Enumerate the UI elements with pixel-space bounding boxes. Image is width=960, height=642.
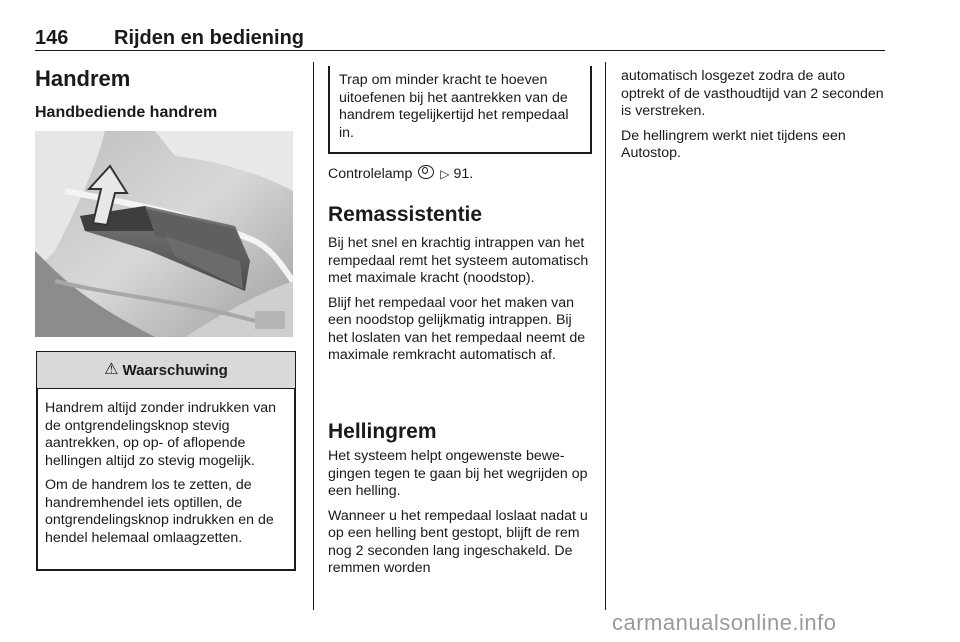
column-divider-1: [313, 62, 314, 610]
warning-header: [36, 351, 296, 389]
controlelamp-page-ref: 91.: [453, 166, 474, 182]
section-heading-handrem: Handrem: [35, 66, 131, 91]
controlelamp-line: [328, 165, 594, 184]
note-text: Trap om minder kracht te hoeven uitoefenen bij het aantrekken van de handrem tegelijkertijd het rempedaal in.: [339, 72, 569, 141]
hellingrem-paragraph-2: Wanneer u het rempedaal loslaat nadat u op een helling bent gestopt, blijft de rem nog 2 seconden lang ingeschakeld. De remmen worden: [328, 507, 588, 576]
remassistentie-text: [328, 235, 594, 372]
warning-paragraph-1: Handrem altijd zonder indrukken van de ontgrendelingsknop stevig aantrekken, op op- of aflopende hellingen altijd zo stevig mogelijk.: [45, 400, 277, 469]
subheading-handbediende-handrem: Handbediende handrem: [35, 104, 218, 121]
page-reference-icon: ▷: [440, 167, 450, 181]
brake-warning-lamp-icon: [418, 165, 434, 179]
section-heading-hellingrem: Hellingrem: [328, 420, 437, 443]
warning-text: [45, 400, 291, 554]
header-rule: [35, 50, 885, 51]
remassistentie-paragraph-1: Bij het snel en krachtig intrappen van het rempedaal remt het systeem automatisch met maximale kracht (noodstop).: [328, 235, 589, 286]
controlelamp-label: Controlelamp: [328, 166, 413, 182]
section-heading-remassistentie: Remassistentie: [328, 203, 483, 226]
page-number: 146: [35, 27, 69, 49]
hellingrem-paragraph-1: Het systeem helpt ongewenste bewegingen tegen te gaan bij het wegrijden op een helling.: [328, 448, 588, 499]
watermark: carmanualsonline.info: [612, 610, 837, 635]
col3-paragraph-2: De hellingrem werkt niet tijdens een Autostop.: [621, 127, 846, 161]
column-divider-2: [605, 62, 606, 610]
warning-triangle-icon: ⚠: [104, 361, 119, 378]
running-title: Rijden en bediening: [114, 27, 305, 49]
col3-paragraph-1: automatisch losgezet zodra de auto optrekt of de vasthoudtijd van 2 seconden is verstreken.: [621, 68, 884, 119]
handbrake-illustration: [35, 131, 293, 337]
remassistentie-paragraph-2: Blijf het rempedaal voor het maken van een noodstop gelijkmatig intrappen. Bij het loslaten van het rempedaal neemt de maximale remkracht automatisch af.: [328, 294, 586, 363]
warning-paragraph-2: Om de handrem los te zetten, de handremhendel iets optillen, de ontgrendelingsknop indrukken en de hendel helemaal omlaagzetten.: [45, 477, 274, 546]
warning-title: Waarschuwing: [122, 361, 228, 379]
col3-text: [621, 68, 887, 170]
hellingrem-text: [328, 448, 594, 585]
